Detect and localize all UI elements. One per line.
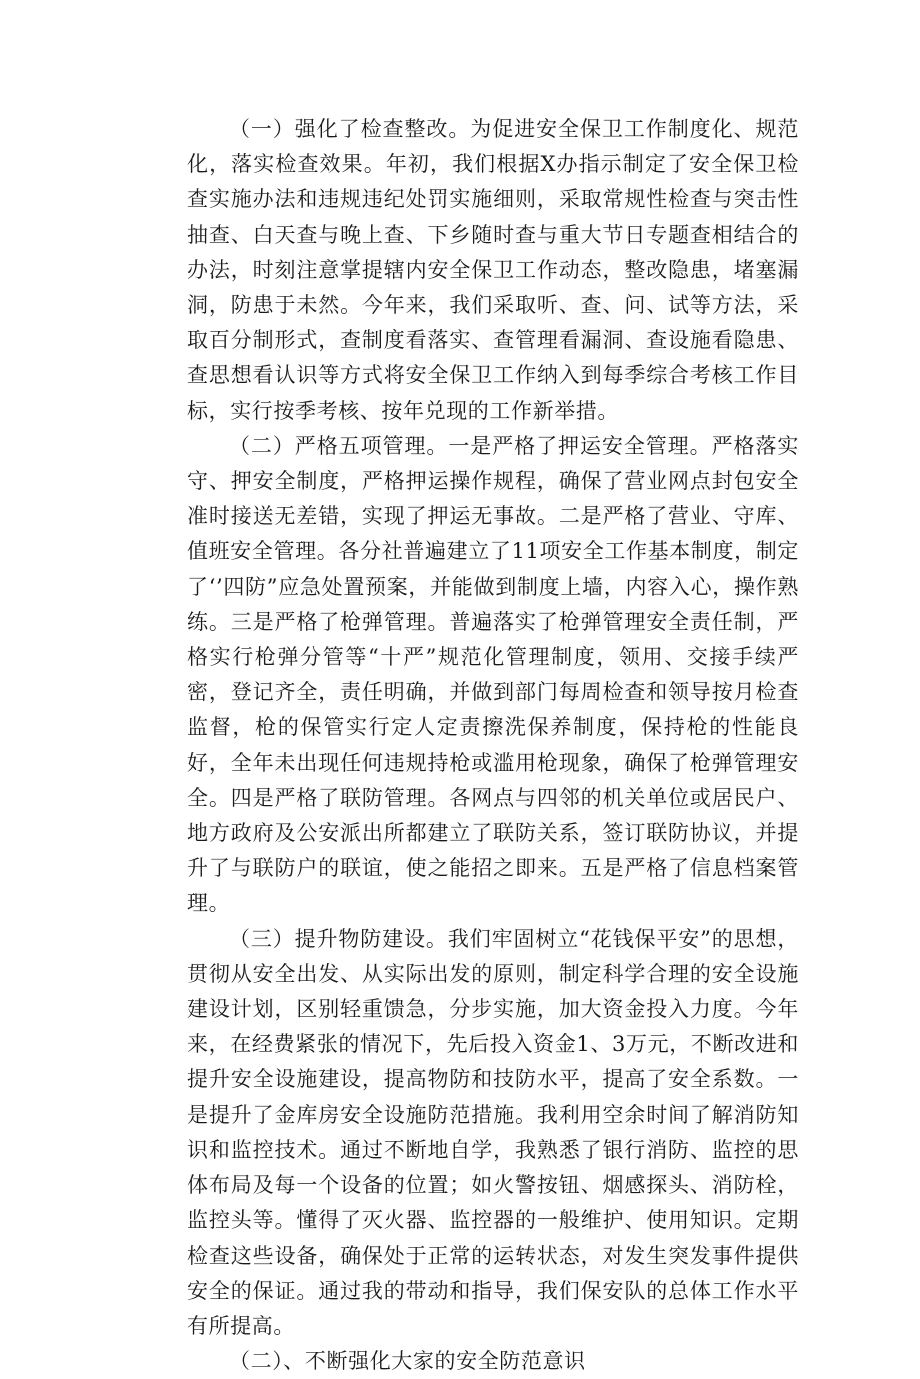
paragraph-inspection-rectification: （一）强化了检查整改。为促进安全保卫工作制度化、规范化，落实检查效果。年初，我们根据X办指示制定了安全保卫检查实施办法和违规违纪处罚实施细则，采取常规性检查与突击性抽查、白天查与晚上查、下乡随时查与重大节日专题查相结合的办法，时刻注意掌提辖内安全保卫工作动态，整改隐患，堵塞漏洞，防患于未然。今年来，我们采取听、查、问、试等方法，采取百分制形式，查制度看落实、查管理看漏洞、查设施看隐患、查思想看认识等方式将安全保卫工作纳入到每季综合考核工作目标，实行按季考核、按年兑现的工作新举措。	[187, 117, 799, 423]
section-heading-safety-awareness: （二）、不断强化大家的安全防范意识	[229, 1349, 586, 1374]
paragraph-physical-defense: （三）提升物防建设。我们牢固树立“花钱保平安”的思想，贯彻从安全出发、从实际出发的原则，制定科学合理的安全设施建设计划，区别轻重馈急，分步实施，加大资金投入力度。今年来，在经费紧张的情况下，先后投入资金1、3万元，不断改进和提升安全设施建设，提高物防和技防水平，提高了安全系数。一是提升了金库房安全设施防范措施。我利用空余时间了解消防知识和监控技术。通过不断地自学，我熟悉了银行消防、监控的思体布局及每一个设备的位置；如火警按钮、烟感探头、消防栓，监控头等。懂得了灭火器、监控器的一般维护、使用知识。定期检查这些设备，确保处于正常的运转状态，对发生突发事件提供安全的保证。通过我的带动和指导，我们保安队的总体工作水平有所提高。	[187, 926, 799, 1338]
paragraph-five-management: （二）严格五项管理。一是严格了押运安全管理。严格落实守、押安全制度，严格押运操作规程，确保了营业网点封包安全准时接送无差错，实现了押运无事故。二是严格了营业、守库、值班安全管理。各分社普遍建立了11项安全工作基本制度，制定了‘’四防”应急处置预案，并能做到制度上墙，内容入心，操作熟练。三是严格了枪弹管理。普遍落实了枪弹管理安全责任制，严格实行枪弹分管等“十严”规范化管理制度，领用、交接手续严密，登记齐全，责任明确，并做到部门每周检查和领导按月检查监督，枪的保管实行定人定责擦洗保养制度，保持枪的性能良好，全年未出现任何违规持枪或滥用枪现象，确保了枪弹管理安全。四是严格了联防管理。各网点与四邻的机关单位或居民户、地方政府及公安派出所都建立了联防关系，签订联防协议，并提升了与联防户的联谊，使之能招之即来。五是严格了信息档案管理。	[187, 433, 799, 916]
document-body	[187, 112, 799, 1379]
